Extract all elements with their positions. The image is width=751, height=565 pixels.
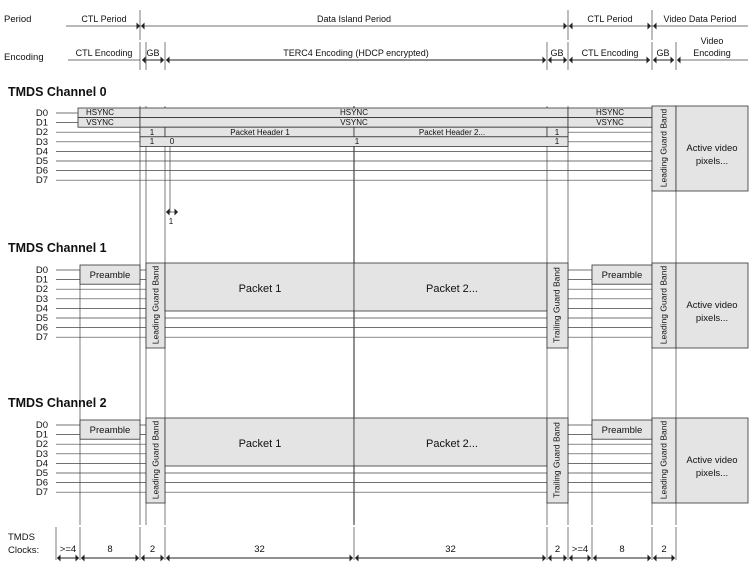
period-arrow-6 bbox=[653, 23, 657, 30]
ch2-packet-2-label: Packet 2... bbox=[426, 438, 478, 450]
ch1-packet-1-label: Packet 1 bbox=[238, 283, 282, 295]
ch1-leading-guard-band-label: Leading Guard Band bbox=[150, 265, 161, 345]
clock-span-0-left-head bbox=[57, 555, 61, 562]
clock-span-5-left-head bbox=[548, 555, 552, 562]
ch1-leading-guard-band-2-label: Leading Guard Band bbox=[658, 265, 669, 345]
enc-ctl-2-label: CTL Encoding bbox=[581, 48, 639, 58]
clock-span-4-right-head bbox=[543, 555, 547, 562]
period-arrow-5 bbox=[648, 23, 652, 30]
ch2-line-label-D5: D5 bbox=[35, 468, 48, 479]
enc-video-1: Video bbox=[700, 36, 724, 46]
ch0-hsync-label-1: HSYNC bbox=[85, 108, 115, 117]
ch0-vsync-label-2: VSYNC bbox=[340, 118, 368, 127]
clock-span-7-left-head bbox=[593, 555, 597, 562]
ch0-line-label-D4: D4 bbox=[35, 146, 48, 158]
clocks-label-1: TMDS bbox=[8, 532, 35, 543]
ch2-preamble-2-label: Preamble bbox=[601, 425, 643, 436]
ch2-title: TMDS Channel 2 bbox=[8, 396, 107, 410]
ch1-active-video-2: pixels... bbox=[695, 313, 729, 324]
ch0-line-label-D6: D6 bbox=[35, 165, 48, 177]
period-video-data: Video Data Period bbox=[663, 14, 737, 24]
enc-terc4-left-head bbox=[166, 57, 170, 64]
ch2-packet-1-label: Packet 1 bbox=[238, 438, 282, 450]
ch2-preamble-1-label: Preamble bbox=[89, 425, 131, 436]
enc-ctl-2-left-head bbox=[569, 57, 573, 64]
clock-span-7-right-head bbox=[648, 555, 652, 562]
period-arrow-1 bbox=[137, 23, 141, 30]
ch2-line-label-D7: D7 bbox=[35, 487, 48, 499]
clock-value-2: 2 bbox=[149, 544, 156, 555]
ch0-line-label-D5: D5 bbox=[35, 156, 48, 167]
period-arrow-4 bbox=[569, 23, 573, 30]
enc-terc4-label: TERC4 Encoding (HDCP encrypted) bbox=[283, 48, 429, 58]
period-label: Period bbox=[4, 14, 32, 25]
clock-span-1-left-head bbox=[81, 555, 85, 562]
enc-gb-2-label: GB bbox=[550, 48, 564, 58]
ch0-line-label-D0: D0 bbox=[35, 108, 48, 119]
ch1-line-label-D5: D5 bbox=[35, 313, 48, 324]
ch2-leading-guard-band-label: Leading Guard Band bbox=[150, 420, 161, 500]
ch1-line-label-D7: D7 bbox=[35, 332, 48, 344]
clock-span-5-right-head bbox=[564, 555, 568, 562]
diagram-boxes bbox=[78, 106, 748, 503]
clock-span-3-right-head bbox=[350, 555, 354, 562]
enc-gb-2-right-head bbox=[564, 57, 568, 64]
enc-ctl-2-right-head bbox=[647, 57, 651, 64]
clock-value-3: 32 bbox=[254, 544, 265, 555]
clock-span-8-left-head bbox=[653, 555, 657, 562]
ch0-gb1-d3-val: 1 bbox=[149, 137, 155, 146]
ch0-gb1-d2-val: 1 bbox=[149, 128, 155, 137]
enc-terc4-right-head bbox=[543, 57, 547, 64]
ch0-title: TMDS Channel 0 bbox=[8, 85, 107, 99]
clock-value-5: 2 bbox=[554, 544, 561, 555]
ch0-d3-zero: 0 bbox=[169, 137, 175, 146]
clock-value-0: >=4 bbox=[59, 544, 77, 555]
ch2-active-video-2: pixels... bbox=[695, 468, 729, 479]
ch1-preamble-2-label: Preamble bbox=[601, 270, 643, 281]
ch2-active-video-1: Active video bbox=[686, 455, 738, 466]
clock-span-8-right-head bbox=[672, 555, 676, 562]
clock-span-6-left-head bbox=[569, 555, 573, 562]
ch1-line-label-D0: D0 bbox=[35, 265, 48, 276]
ch0-gb2-d3-val: 1 bbox=[554, 137, 560, 146]
ch0-vsync-label-1: VSYNC bbox=[86, 118, 114, 127]
ch2-leading-guard-band-2-label: Leading Guard Band bbox=[658, 420, 669, 500]
ch0-hsync-label-3: HSYNC bbox=[595, 108, 625, 117]
clocks-label-2: Clocks: bbox=[8, 545, 40, 556]
ch0-line-label-D7: D7 bbox=[35, 175, 48, 187]
ch0-packet-header-1-label: Packet Header 1 bbox=[230, 128, 290, 137]
enc-gb-1-right-head bbox=[161, 57, 165, 64]
enc-gb-1-label: GB bbox=[146, 48, 160, 58]
ch0-line-label-D1: D1 bbox=[35, 117, 48, 129]
clock-span-0-right-head bbox=[76, 555, 80, 562]
ch1-line-label-D3: D3 bbox=[35, 293, 48, 305]
ch0-d3-one-mid: 1 bbox=[354, 137, 360, 146]
ch0-hsync-label-2: HSYNC bbox=[339, 108, 369, 117]
ch0-clock-marker-left bbox=[166, 209, 170, 216]
ch0-packet-header-2-label: Packet Header 2... bbox=[418, 128, 486, 137]
ch1-line-label-D1: D1 bbox=[35, 274, 48, 286]
enc-video-2: Encoding bbox=[693, 48, 731, 58]
ch0-vsync-label-3: VSYNC bbox=[596, 118, 624, 127]
enc-gb-1-left-head bbox=[142, 57, 146, 64]
ch0-leading-guard-band-label: Leading Guard Band bbox=[658, 108, 669, 188]
period-arrow-3 bbox=[564, 23, 568, 30]
period-data-island: Data Island Period bbox=[316, 14, 392, 24]
ch0-line-label-D2: D2 bbox=[35, 127, 48, 139]
clock-value-8: 2 bbox=[661, 544, 667, 555]
ch1-preamble-1-label: Preamble bbox=[89, 270, 131, 281]
ch0-line-label-D3: D3 bbox=[35, 136, 48, 148]
period-ctl-1: CTL Period bbox=[81, 14, 127, 24]
ch1-line-label-D2: D2 bbox=[35, 284, 48, 296]
ch2-line-label-D1: D1 bbox=[35, 429, 48, 441]
clock-value-4: 32 bbox=[445, 544, 456, 555]
enc-gb-3-right-head bbox=[671, 57, 675, 64]
ch2-line-label-D0: D0 bbox=[35, 420, 48, 431]
encoding-label: Encoding bbox=[4, 52, 44, 63]
clock-span-2-left-head bbox=[141, 555, 145, 562]
period-arrow-2 bbox=[141, 23, 145, 30]
clock-span-3-left-head bbox=[166, 555, 170, 562]
clock-value-1: 8 bbox=[107, 544, 113, 555]
period-ctl-2: CTL Period bbox=[587, 14, 633, 24]
enc-gb-3-label: GB bbox=[656, 48, 670, 58]
ch2-line-label-D6: D6 bbox=[35, 477, 48, 489]
clock-span-2-right-head bbox=[161, 555, 165, 562]
clock-span-4-left-head bbox=[355, 555, 359, 562]
clock-span-6-right-head bbox=[588, 555, 592, 562]
ch2-line-label-D2: D2 bbox=[35, 439, 48, 451]
ch0-active-video-2: pixels... bbox=[695, 156, 729, 167]
ch1-packet-2-label: Packet 2... bbox=[426, 283, 478, 295]
clock-span-1-right-head bbox=[136, 555, 140, 562]
enc-ctl-1: CTL Encoding bbox=[75, 48, 133, 58]
ch1-active-video-1: Active video bbox=[686, 300, 738, 311]
ch1-trailing-guard-band-label: Trailing Guard Band bbox=[551, 267, 562, 343]
ch2-trailing-guard-band-label: Trailing Guard Band bbox=[551, 422, 562, 498]
ch1-line-label-D6: D6 bbox=[35, 322, 48, 334]
ch0-clock-marker-right bbox=[175, 209, 179, 216]
enc-video-head bbox=[677, 57, 681, 64]
ch0-active-video-1: Active video bbox=[686, 143, 738, 154]
clock-value-6: >=4 bbox=[571, 544, 589, 555]
ch2-line-label-D4: D4 bbox=[35, 458, 48, 470]
ch1-line-label-D4: D4 bbox=[35, 303, 48, 315]
ch0-clock-marker-label: 1 bbox=[168, 217, 174, 226]
ch0-gb2-d2-val: 1 bbox=[554, 128, 560, 137]
ch2-line-label-D3: D3 bbox=[35, 448, 48, 460]
clock-value-7: 8 bbox=[619, 544, 625, 555]
ch1-title: TMDS Channel 1 bbox=[8, 241, 107, 255]
